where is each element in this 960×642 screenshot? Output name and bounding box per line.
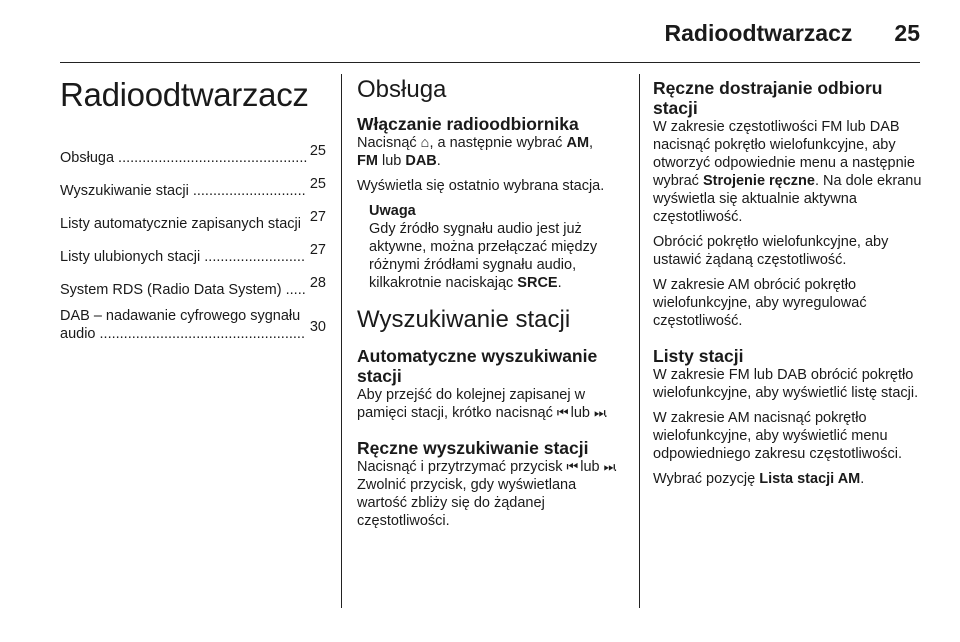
- column-toc: [60, 74, 326, 351]
- column-divider-2: [639, 74, 640, 608]
- note-block: [369, 202, 627, 292]
- toc-entry[interactable]: [60, 175, 326, 200]
- paragraph-wybrac: Wybrać pozycję Lista stacji AM.: [653, 471, 865, 487]
- toc-entry-page: 30: [309, 319, 326, 335]
- toc-entry-page: 27: [309, 242, 326, 258]
- column-2: [357, 74, 627, 537]
- subheading-wlaczanie: Włączanie radioodbiornika: [357, 114, 579, 134]
- header-rule: [60, 62, 920, 63]
- previous-track-icon: ⏮: [556, 405, 567, 420]
- subheading-listy-stacji: Listy stacji: [653, 346, 744, 366]
- paragraph-wlaczanie: Nacisnąć ⌂, a następnie wybrać AM, FM lub DAB.: [357, 135, 594, 169]
- chapter-title: Radioodtwarzacz: [60, 76, 309, 113]
- paragraph-listy-am: W zakresie AM nacisnąć pokrętło wielofunkcyjne, aby wyświetlić menu odpowiedniego zakresu częstotliwości.: [653, 410, 903, 462]
- toc-leader-dots: ...................................................: [95, 326, 305, 342]
- paragraph-reczne-wyszukiwanie: Nacisnąć i przytrzymać przycisk ⏮ lub ⏭. Zwolnić przycisk, gdy wyświetlana wartość zbliży się do żądanej częstotliwości.: [357, 459, 618, 529]
- page-number: 25: [894, 19, 920, 46]
- table-of-contents: [60, 142, 326, 343]
- subheading-dostrajanie: Ręczne dostrajanie odbioru stacji: [653, 78, 883, 118]
- toc-entry-label: Listy ulubionych stacji: [60, 249, 201, 265]
- note-title: Uwaga: [369, 203, 416, 219]
- subheading-automatyczne: Automatyczne wyszukiwanie stacji: [357, 346, 598, 386]
- note-text: Gdy źródło sygnału audio jest już aktywne, można przełączać między różnymi źródłami sygnału audio, kilkakrotnie naciskając SRCE.: [369, 221, 598, 291]
- column-divider-1: [341, 74, 342, 608]
- toc-entry[interactable]: [60, 307, 326, 343]
- paragraph-obrocic: Obrócić pokrętło wielofunkcyjne, aby ustawić żądaną częstotliwość.: [653, 234, 889, 268]
- toc-entry-page: 27: [309, 209, 326, 225]
- toc-entry-page: 25: [309, 176, 326, 192]
- section-heading-wyszukiwanie: Wyszukiwanie stacji: [357, 306, 571, 333]
- paragraph-automatyczne: Aby przejść do kolejnej zapisanej w pamięci stacji, krótko nacisnąć ⏮ lub ⏭.: [357, 387, 608, 421]
- toc-leader-dots: .........................: [200, 249, 305, 265]
- toc-entry[interactable]: [60, 208, 326, 233]
- toc-entry[interactable]: [60, 142, 326, 167]
- toc-entry[interactable]: [60, 241, 326, 266]
- toc-leader-dots: ...............................................: [114, 150, 308, 166]
- home-icon: ⌂: [420, 135, 430, 151]
- subheading-reczne-wyszukiwanie: Ręczne wyszukiwanie stacji: [357, 438, 589, 458]
- next-track-icon: ⏭: [593, 405, 604, 420]
- toc-entry-page: 28: [309, 275, 326, 291]
- section-heading-obsluga: Obsługa: [357, 76, 447, 103]
- toc-entry-label: Listy automatycznie zapisanych stacji: [60, 216, 301, 232]
- toc-entry-label: DAB – nadawanie cyfrowego sygnału audio: [60, 308, 301, 342]
- toc-entry-page: 25: [309, 143, 326, 159]
- toc-leader-dots: ............................: [188, 183, 306, 199]
- toc-entry-label: Wyszukiwanie stacji: [60, 183, 189, 199]
- next-track-icon: ⏭: [603, 459, 614, 474]
- toc-entry-label: System RDS (Radio Data System): [60, 282, 282, 298]
- column-3: [653, 74, 923, 495]
- paragraph-dostrajanie: W zakresie częstotliwości FM lub DAB nacisnąć pokrętło wielofunkcyjne, aby otworzyć odpowiednie menu a następnie wybrać Strojenie ręczne. Na dole ekranu wyświetla się aktualnie aktywna częstotliwość.: [653, 119, 922, 225]
- toc-entry-label: Obsługa: [60, 150, 115, 166]
- running-header: [665, 10, 920, 56]
- toc-leader-dots: .....: [281, 282, 306, 298]
- toc-entry[interactable]: [60, 274, 326, 299]
- paragraph-ostatnio: Wyświetla się ostatnio wybrana stacja.: [357, 178, 605, 194]
- paragraph-am: W zakresie AM obrócić pokrętło wielofunkcyjne, aby wyregulować częstotliwość.: [653, 277, 867, 329]
- header-title: Radioodtwarzacz: [664, 19, 853, 46]
- paragraph-listy-fm: W zakresie FM lub DAB obrócić pokrętło wielofunkcyjne, aby wyświetlić listę stacji.: [653, 367, 919, 401]
- previous-track-icon: ⏮: [566, 459, 577, 474]
